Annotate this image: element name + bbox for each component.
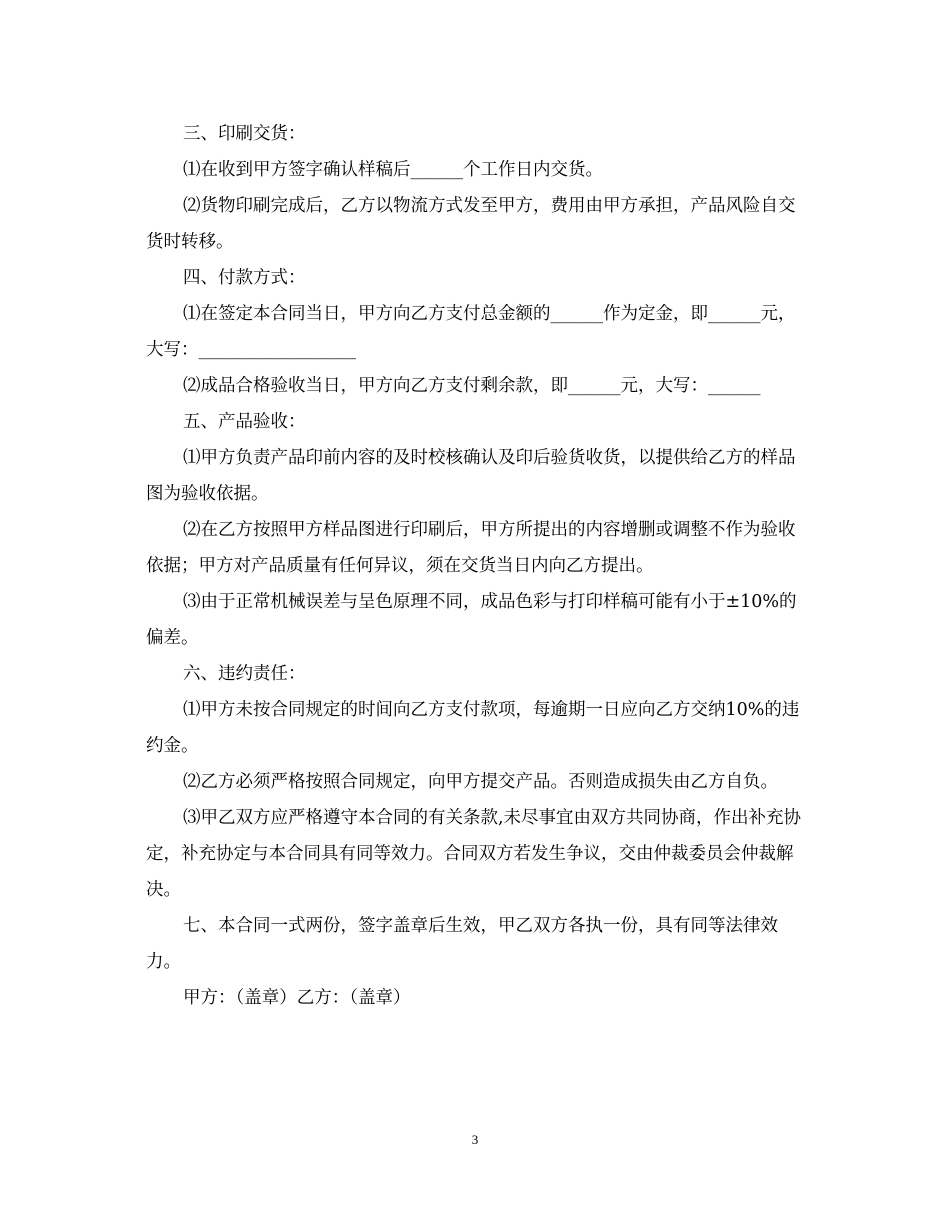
- acceptance-clause-1: ⑴甲方负责产品印前内容的及时校核确认及印后验货收货，以提供给乙方的样品图为验收依据。: [146, 448, 796, 504]
- page-number: 3: [471, 1132, 479, 1147]
- section-heading-delivery: 三、印刷交货：: [183, 124, 306, 144]
- payment-clause-2: ⑵成品合格验收当日，甲方向乙方支付剩余款，即______元，大写：______: [183, 376, 761, 396]
- document-body: [146, 116, 806, 1016]
- section-heading-liability: 六、违约责任：: [183, 664, 306, 684]
- liability-clause-3: ⑶甲乙双方应严格遵守本合同的有关条款,未尽事宜由双方共同协商，作出补充协定，补充协定与本合同具有同等效力。合同双方若发生争议，交由仲裁委员会仲裁解决。: [146, 808, 802, 900]
- liability-clause-2: ⑵乙方必须严格按照合同规定，向甲方提交产品。否则造成损失由乙方自负。: [183, 772, 778, 792]
- delivery-clause-2: ⑵货物印刷完成后，乙方以物流方式发至甲方，费用由甲方承担，产品风险自交货时转移。: [146, 196, 796, 252]
- acceptance-clause-2: ⑵在乙方按照甲方样品图进行印刷后，甲方所提出的内容增删或调整不作为验收依据；甲方对产品质量有任何异议，须在交货当日内向乙方提出。: [146, 520, 796, 576]
- section-effectiveness: 七、本合同一式两份，签字盖章后生效，甲乙双方各执一份，具有同等法律效力。: [146, 916, 778, 972]
- acceptance-clause-3: ⑶由于正常机械误差与呈色原理不同，成品色彩与打印样稿可能有小于±10%的偏差。: [146, 592, 797, 648]
- signature-line: 甲方：（盖章）乙方：（盖章）: [183, 988, 411, 1008]
- payment-clause-1: ⑴在签定本合同当日，甲方向乙方支付总金额的______作为定金，即______元，大写：__________________: [146, 304, 796, 360]
- section-heading-payment: 四、付款方式：: [183, 268, 306, 288]
- section-heading-acceptance: 五、产品验收：: [183, 412, 306, 432]
- delivery-clause-1: ⑴在收到甲方签字确认样稿后______个工作日内交货。: [183, 160, 603, 180]
- liability-clause-1: ⑴甲方未按合同规定的时间向乙方支付款项，每逾期一日应向乙方交纳10%的违约金。: [146, 700, 800, 756]
